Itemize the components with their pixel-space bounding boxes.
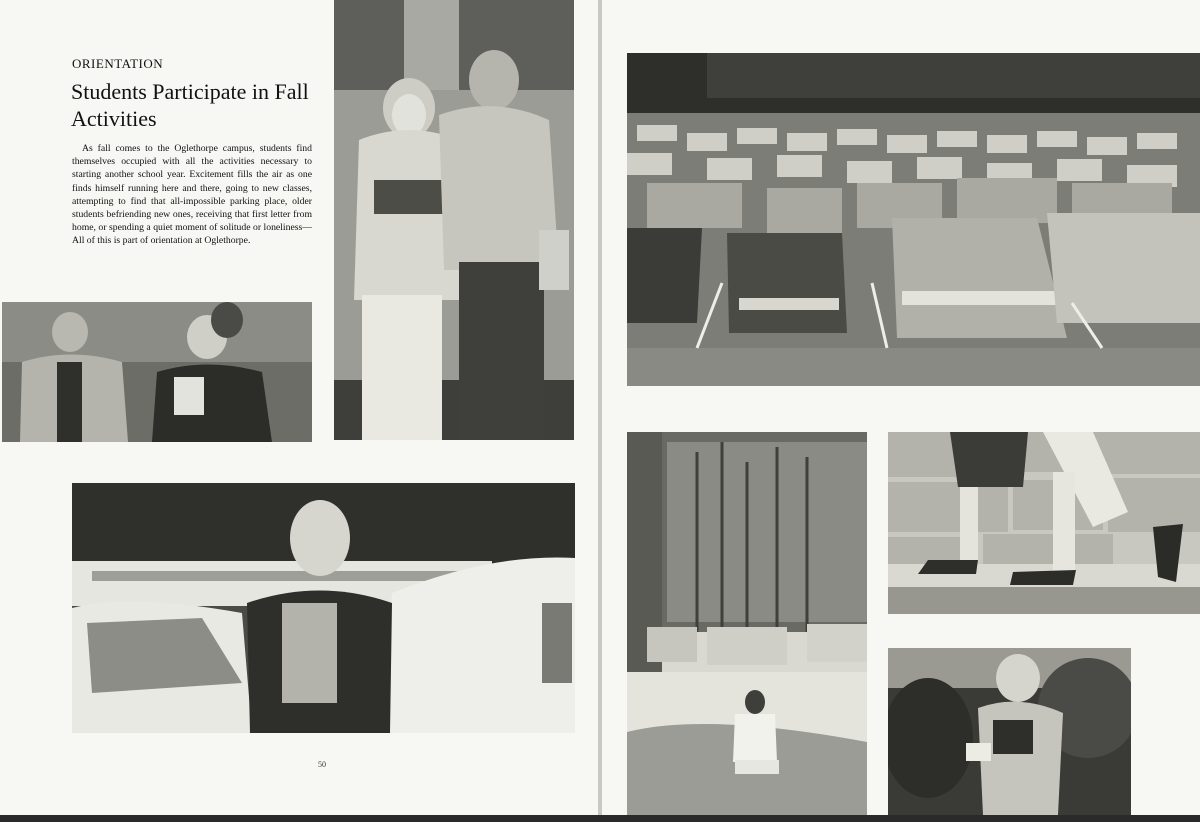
walking-legs-photo [888,432,1200,614]
parking-lot-photo [627,53,1200,386]
student-reading-letter-photo [888,648,1131,815]
students-laughing-photo [2,302,312,442]
bottom-edge [0,815,1200,822]
left-page [0,0,598,815]
page-number: 50 [318,760,326,769]
section-label: ORIENTATION [72,56,164,71]
student-sitting-photo [627,432,867,815]
girl-by-car-photo [72,483,575,733]
couple-reading-photo [334,0,574,440]
page-headline: Students Participate in Fall Activities [71,79,309,131]
body-paragraph: As fall comes to the Oglethorpe campus, students find themselves occupied with all the activities necessary to starting another school year. Excitement fills the air as one finds himself running here and there, going to new classes, attempting to find that all-impossible parking place, older students befriending new ones, receiving that first letter from home, or spending a quiet moment of solitude or loneliness—All of this is part of orientation at Oglethorpe. [72,143,312,247]
right-page [602,0,1200,815]
